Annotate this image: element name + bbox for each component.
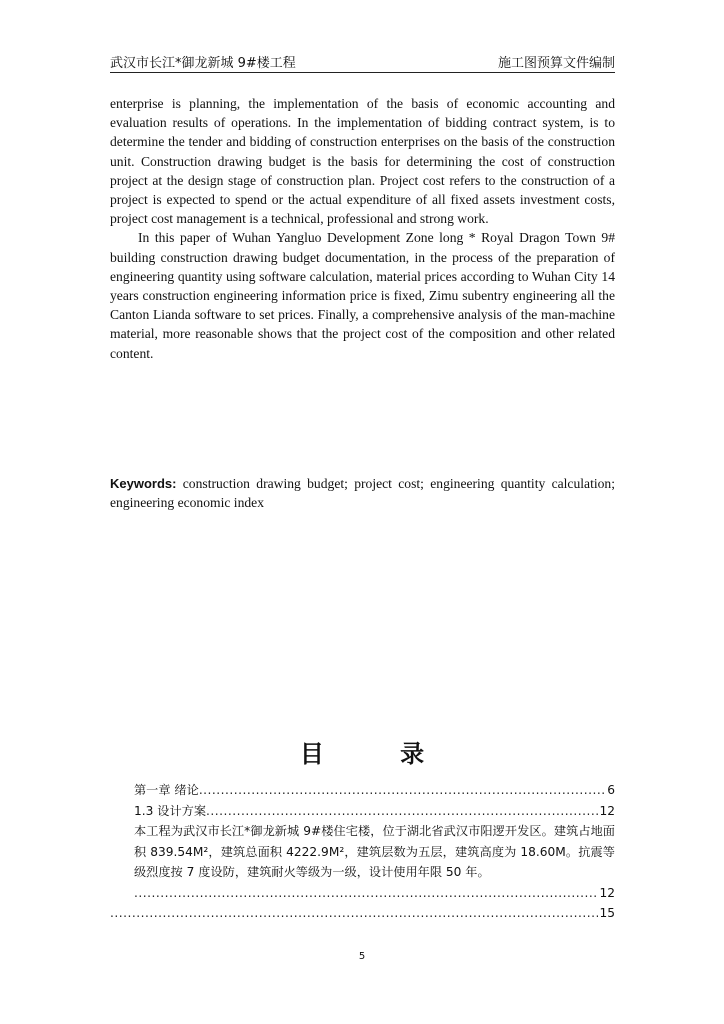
toc-entry-design-plan[interactable] xyxy=(110,801,615,822)
toc-entry-page: 15 xyxy=(599,906,615,920)
toc-title: 目 录 xyxy=(299,740,459,768)
header-document-title: 施工图预算文件编制 xyxy=(497,56,615,71)
running-header xyxy=(110,50,615,73)
abstract-paragraph-1: enterprise is planning, the implementation of the basis of economic accounting and evaluation results of operations. In the implementation of bidding contract system, is to determine the tender and bidding of construction enterprises on the basis of the construction unit. Construction drawing budget is the basis for determining the cost of construction project at the design stage of construction plan. Project cost refers to the construction of a project is expected to spend or the actual expenditure of all fixed assets investment costs, project cost management is a technical, professional and strong work. xyxy=(110,96,615,227)
toc-entry-page: 12 xyxy=(599,885,615,900)
toc-entry-project-overview-page[interactable] xyxy=(110,883,615,904)
toc-entry-text: 本工程为武汉市长江*御龙新城 9#楼住宅楼，位于湖北省武汉市阳逻开发区。建筑占地面积 839.54M²，建筑总面积 4222.9M²，建筑层数为五层，建筑高度为 18.60M。抗震等级烈度按 7 度设防，建筑耐火等级为一级，设计使用年限 50 年。 xyxy=(134,824,615,879)
toc-dot-leader xyxy=(206,801,598,822)
abstract-body xyxy=(110,94,615,363)
keywords-label: Keywords: xyxy=(110,476,177,491)
keywords-text: construction drawing budget; project cost; engineering quantity calculation; engineering economic index xyxy=(110,476,615,511)
toc-entry-chapter-1[interactable] xyxy=(110,780,615,801)
page-number: 5 xyxy=(358,951,366,962)
toc-entry-final[interactable] xyxy=(110,903,615,924)
toc-dot-leader xyxy=(110,903,598,924)
keywords-line xyxy=(110,474,615,512)
table-of-contents xyxy=(110,780,615,924)
toc-entry-project-overview[interactable] xyxy=(110,821,615,883)
toc-entry-label: 1.3 设计方案 xyxy=(134,803,207,818)
toc-entry-page: 12 xyxy=(599,803,615,818)
toc-dot-leader xyxy=(134,883,598,904)
abstract-paragraph-2: In this paper of Wuhan Yangluo Development Zone long * Royal Dragon Town 9# building construction drawing budget documentation, in the process of the preparation of engineering quantity using software calculation, material prices according to Wuhan City 14 years construction engineering information price is fixed, Zimu subentry engineering all the Canton Lianda software to set prices. Finally, a comprehensive analysis of the man-machine material, more reasonable shows that the project cost of the composition and other related content. xyxy=(110,230,615,361)
toc-dot-leader xyxy=(199,780,606,801)
toc-entry-page: 6 xyxy=(607,783,615,797)
header-project-title: 武汉市长江*御龙新城 9#楼工程 xyxy=(110,56,296,71)
toc-entry-label: 第一章 绪论 xyxy=(134,783,199,797)
